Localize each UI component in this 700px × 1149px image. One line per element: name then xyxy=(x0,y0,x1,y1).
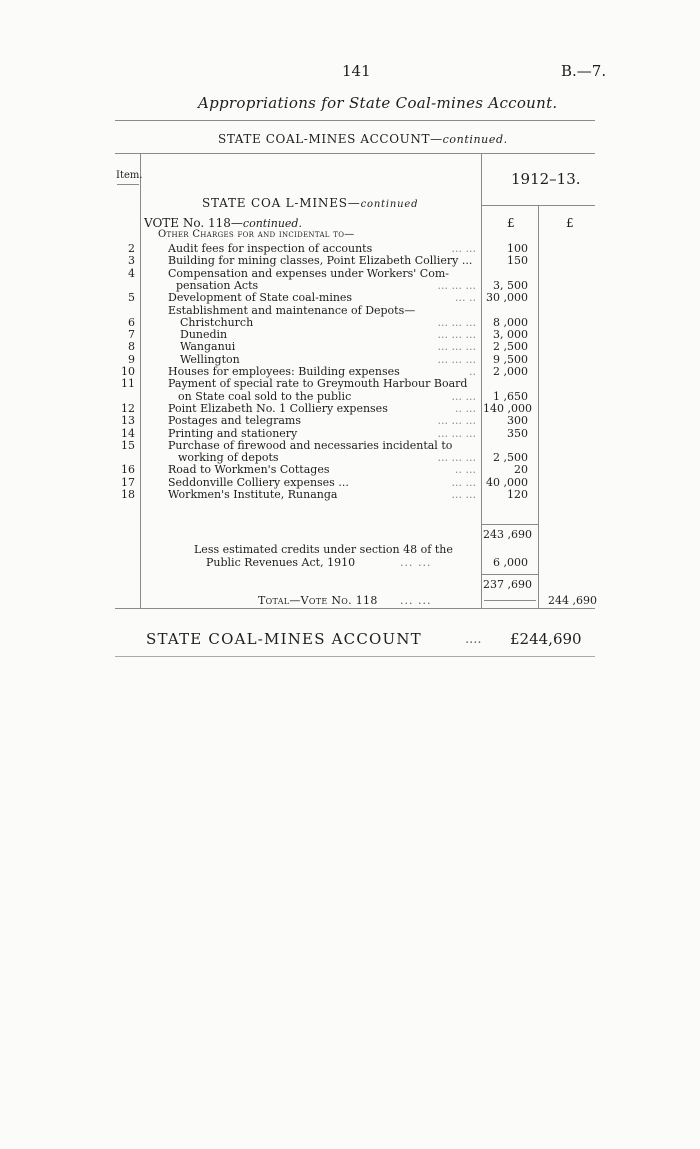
section-title-main: STATE COA L-MINES— xyxy=(202,196,361,210)
item-number: 14 xyxy=(121,427,135,440)
account-title-main: STATE COAL-MINES ACCOUNT— xyxy=(218,132,443,146)
item-description: Workmen's Institute, Runanga xyxy=(168,488,338,501)
section-title-suffix: continued xyxy=(360,199,419,210)
year-header: 1912–13. xyxy=(511,170,581,188)
currency-symbol-left: £ xyxy=(507,216,515,230)
account-title-suffix: continued. xyxy=(442,133,508,146)
item-amount: 2 ,500 xyxy=(493,451,528,464)
header-rule xyxy=(115,120,595,121)
less-credits-dots: ... ... xyxy=(400,556,432,569)
table-top-rule xyxy=(115,153,595,154)
item-amount: 8 ,000 xyxy=(493,316,528,329)
item-description: Printing and stationery xyxy=(168,427,298,440)
item-number: 8 xyxy=(128,340,135,353)
item-amount: 3, 000 xyxy=(493,328,528,341)
item-description: Seddonville Colliery expenses ... xyxy=(168,476,349,489)
total-column-divider xyxy=(538,206,539,609)
item-amount: 100 xyxy=(507,242,528,255)
leader-dots: ... ... ... xyxy=(437,328,476,341)
leader-dots: ... ... ... xyxy=(437,279,476,292)
vote-label-suffix: continued. xyxy=(242,217,302,230)
item-column-header: Item. xyxy=(116,170,143,181)
item-amount: 2 ,000 xyxy=(493,365,528,378)
item-number: 12 xyxy=(121,402,135,415)
item-number: 4 xyxy=(128,267,135,280)
leader-dots: ... ... ... xyxy=(437,427,476,440)
footer-dots: .... xyxy=(465,632,482,647)
item-number: 13 xyxy=(121,414,135,427)
leader-dots: ... ... ... xyxy=(437,353,476,366)
item-description: Wanganui xyxy=(180,340,236,353)
leader-dots: ... ... xyxy=(451,242,476,255)
item-description: Development of State coal-mines xyxy=(168,291,353,304)
series-code: B.—7. xyxy=(561,62,607,80)
item-amount: 20 xyxy=(514,463,528,476)
item-number: 3 xyxy=(128,254,135,267)
item-number: 7 xyxy=(128,328,135,341)
leader-dots: ... ... ... xyxy=(437,340,476,353)
item-amount: 140 ,000 xyxy=(483,402,532,415)
currency-symbol-right: £ xyxy=(566,216,574,230)
item-amount: 40 ,000 xyxy=(486,476,528,489)
item-number: 18 xyxy=(121,488,135,501)
item-description: Christchurch xyxy=(180,316,254,329)
net-total-amount: 237 ,690 xyxy=(483,578,532,591)
item-description: Audit fees for inspection of accounts xyxy=(168,242,373,255)
item-column-divider xyxy=(140,154,141,609)
item-number: 2 xyxy=(128,242,135,255)
item-description: Point Elizabeth No. 1 Colliery expenses xyxy=(168,402,388,415)
item-description: pensation Acts xyxy=(176,279,259,292)
item-number: 5 xyxy=(128,291,135,304)
item-amount: 3, 500 xyxy=(493,279,528,292)
item-amount: 1 ,650 xyxy=(493,390,528,403)
item-amount: 120 xyxy=(507,488,528,501)
leader-dots: ... ... xyxy=(451,476,476,489)
item-number: 15 xyxy=(121,439,135,452)
less-credits-amount: 6 ,000 xyxy=(493,556,528,569)
item-header-underline xyxy=(117,184,139,185)
item-description: Purchase of firewood and necessaries incidental to xyxy=(168,439,453,452)
total-vote-label: Total—Vote No. 118 xyxy=(258,594,378,607)
table-bottom-rule xyxy=(115,608,595,609)
item-amount: 2 ,500 xyxy=(493,340,528,353)
leader-dots: .. xyxy=(469,365,476,378)
item-description: Houses for employees: Building expenses xyxy=(168,365,400,378)
item-description: Road to Workmen's Cottages xyxy=(168,463,330,476)
footer-total-amount: £244,690 xyxy=(510,630,582,648)
leader-dots: ... ... ... xyxy=(437,414,476,427)
item-description: on State coal sold to the public xyxy=(178,390,352,403)
leader-dots: ... ... xyxy=(451,390,476,403)
item-number: 17 xyxy=(121,476,135,489)
page-subtitle: Appropriations for State Coal-mines Account. xyxy=(198,94,558,112)
item-number: 10 xyxy=(121,365,135,378)
item-number: 6 xyxy=(128,316,135,329)
item-number: 11 xyxy=(121,377,135,390)
account-title xyxy=(218,132,508,146)
item-description: Postages and telegrams xyxy=(168,414,301,427)
footer-account-label: STATE COAL-MINES ACCOUNT xyxy=(146,630,422,648)
vote-label xyxy=(144,216,302,230)
item-description: working of depots xyxy=(178,451,279,464)
leader-dots: .. ... xyxy=(455,402,476,415)
item-description: Dunedin xyxy=(180,328,228,341)
amount-column-divider xyxy=(481,154,482,609)
item-description: Establishment and maintenance of Depots— xyxy=(168,304,416,317)
footer-rule xyxy=(115,656,595,657)
leader-dots: ... .. xyxy=(455,291,476,304)
item-amount: 300 xyxy=(507,414,528,427)
less-credits-line1: Less estimated credits under section 48 of the xyxy=(194,543,453,556)
item-number: 9 xyxy=(128,353,135,366)
leader-dots: ... ... ... xyxy=(437,451,476,464)
item-description: Compensation and expenses under Workers' Com- xyxy=(168,267,449,280)
leader-dots: ... ... ... xyxy=(437,316,476,329)
other-charges-heading: Other Charges for and incidental to— xyxy=(158,229,355,240)
net-total-rule xyxy=(482,574,538,575)
item-description: Wellington xyxy=(180,353,240,366)
subtotal-rule xyxy=(482,524,538,525)
vote-label-main: VOTE No. 118— xyxy=(144,216,243,230)
year-header-underline xyxy=(482,205,595,206)
total-dash-rule xyxy=(484,600,536,601)
item-amount: 9 ,500 xyxy=(493,353,528,366)
section-title xyxy=(202,196,418,210)
leader-dots: .. ... xyxy=(455,463,476,476)
total-vote-amount: 244 ,690 xyxy=(548,594,597,607)
item-description: Payment of special rate to Greymouth Harbour Board xyxy=(168,377,468,390)
item-number: 16 xyxy=(121,463,135,476)
page-number: 141 xyxy=(342,62,371,80)
item-amount: 350 xyxy=(507,427,528,440)
leader-dots: ... ... xyxy=(451,488,476,501)
total-vote-dots: ... ... xyxy=(400,594,432,607)
item-amount: 30 ,000 xyxy=(486,291,528,304)
less-credits-line2: Public Revenues Act, 1910 xyxy=(206,556,356,569)
item-amount: 150 xyxy=(507,254,528,267)
item-description: Building for mining classes, Point Elizabeth Colliery ... xyxy=(168,254,473,267)
subtotal-amount: 243 ,690 xyxy=(483,528,532,541)
